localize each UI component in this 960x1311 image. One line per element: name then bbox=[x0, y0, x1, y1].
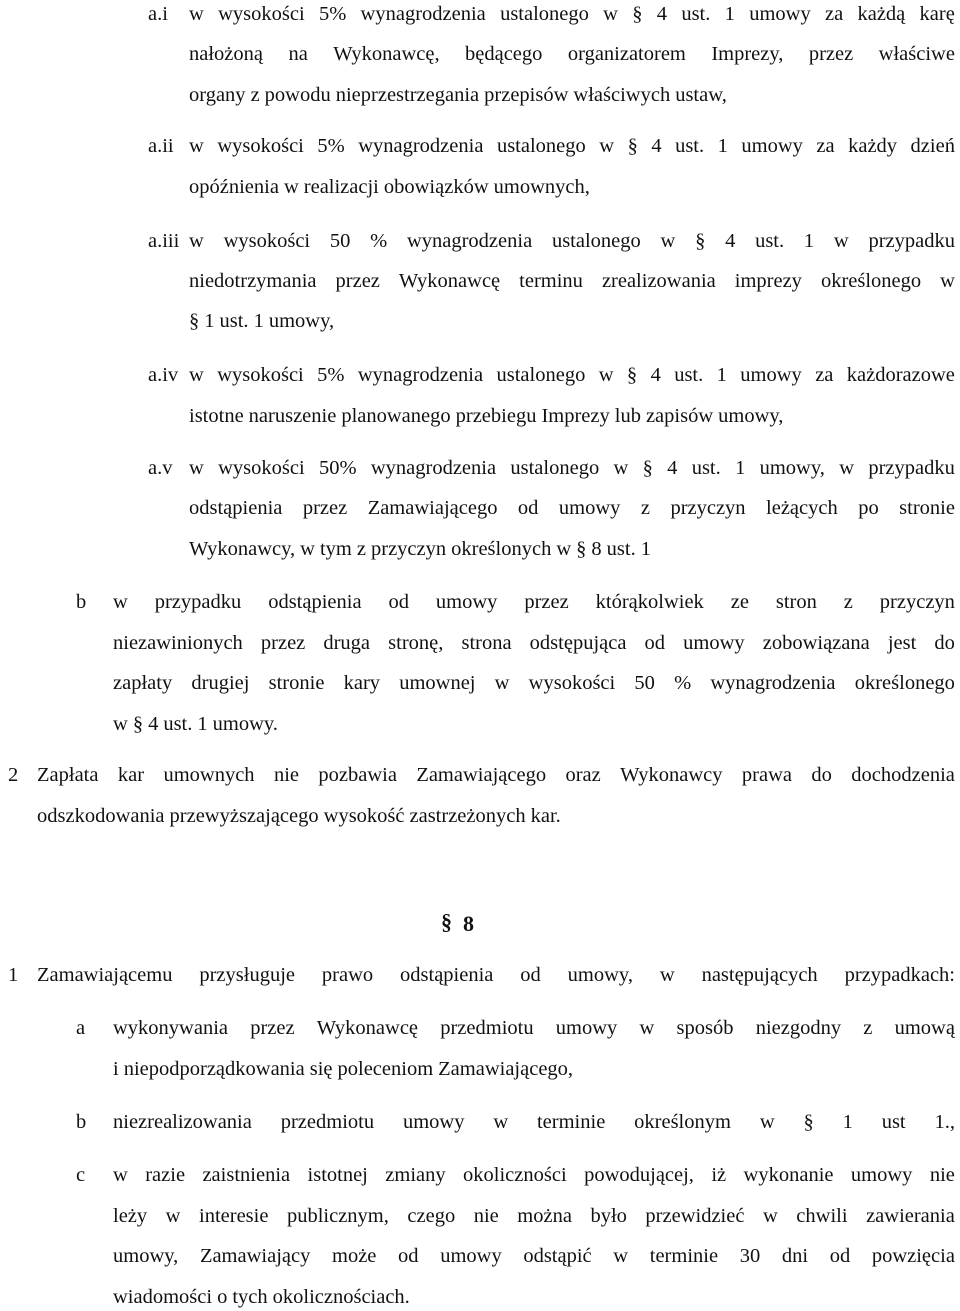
item-label: a bbox=[76, 1017, 86, 1039]
text-line: i niepodporządkowania się poleceniom Zamawiającego, bbox=[113, 1058, 574, 1080]
text-line: w wysokości 5% wynagrodzenia ustalonego w § 4 ust. 1 umowy za każdy dzień bbox=[189, 135, 955, 157]
text-line: w razie zaistnienia istotnej zmiany okoliczności powodującej, iż wykonanie umowy nie bbox=[113, 1164, 955, 1186]
item-label: a.ii bbox=[148, 135, 174, 157]
text-line: organy z powodu nieprzestrzegania przepisów właściwych ustaw, bbox=[189, 84, 727, 106]
paragraph-symbol: § bbox=[441, 909, 452, 934]
text-line: wiadomości o tych okolicznościach. bbox=[113, 1286, 410, 1308]
item-label: b bbox=[76, 1111, 87, 1133]
text-line: w wysokości 50% wynagrodzenia ustalonego w § 4 ust. 1 umowy, w przypadku bbox=[189, 457, 955, 479]
text-line: Zamawiającemu przysługuje prawo odstąpienia od umowy, w następujących przypadkach: bbox=[37, 964, 955, 986]
text-line: umowy, Zamawiający może od umowy odstąpić w terminie 30 dni od powzięcia bbox=[113, 1245, 955, 1267]
item-label: a.i bbox=[148, 3, 168, 25]
text-line: w wysokości 5% wynagrodzenia ustalonego w § 4 ust. 1 umowy za każdą karę bbox=[189, 3, 955, 25]
text-line: nałożoną na Wykonawcę, będącego organizatorem Imprezy, przez właściwe bbox=[189, 43, 955, 65]
text-line: zapłaty drugiej stronie kary umownej w wysokości 50 % wynagrodzenia określonego bbox=[113, 672, 955, 694]
text-line: istotne naruszenie planowanego przebiegu Imprezy lub zapisów umowy, bbox=[189, 405, 784, 427]
item-label: c bbox=[76, 1164, 86, 1186]
text-line: Wykonawcy, w tym z przyczyn określonych w § 8 ust. 1 bbox=[189, 538, 651, 560]
item-label: 2 bbox=[8, 764, 19, 786]
item-label: a.iv bbox=[148, 364, 179, 386]
text-line: w § 4 ust. 1 umowy. bbox=[113, 713, 278, 735]
item-label: b bbox=[76, 591, 87, 613]
text-line: wykonywania przez Wykonawcę przedmiotu umowy w sposób niezgodny z umową bbox=[113, 1017, 955, 1039]
item-label: a.v bbox=[148, 457, 173, 479]
item-label: 1 bbox=[8, 964, 19, 986]
text-line: Zapłata kar umownych nie pozbawia Zamawiającego oraz Wykonawcy prawa do dochodzenia bbox=[37, 764, 955, 786]
text-line: odstąpienia przez Zamawiającego od umowy z przyczyn leżących po stronie bbox=[189, 497, 955, 519]
text-line: odszkodowania przewyższającego wysokość zastrzeżonych kar. bbox=[37, 805, 561, 827]
text-line: niedotrzymania przez Wykonawcę terminu zrealizowania imprezy określonego w bbox=[189, 270, 955, 292]
text-line: w przypadku odstąpienia od umowy przez którąkolwiek ze stron z przyczyn bbox=[113, 591, 955, 613]
text-line: § 1 ust. 1 umowy, bbox=[189, 310, 335, 332]
section-number: 8 bbox=[463, 911, 474, 936]
text-line: w wysokości 50 % wynagrodzenia ustalonego w § 4 ust. 1 w przypadku bbox=[189, 230, 955, 252]
text-line: opóźnienia w realizacji obowiązków umownych, bbox=[189, 176, 590, 198]
text-line: niezawinionych przez druga stronę, strona odstępująca od umowy zobowiązana jest do bbox=[113, 632, 955, 654]
text-line: leży w interesie publicznym, czego nie można było przewidzieć w chwili zawierania bbox=[113, 1205, 955, 1227]
text-line: niezrealizowania przedmiotu umowy w terminie określonym w § 1 ust 1., bbox=[113, 1111, 955, 1133]
item-label: a.iii bbox=[148, 230, 180, 252]
text-line: w wysokości 5% wynagrodzenia ustalonego w § 4 ust. 1 umowy za każdorazowe bbox=[189, 364, 955, 386]
